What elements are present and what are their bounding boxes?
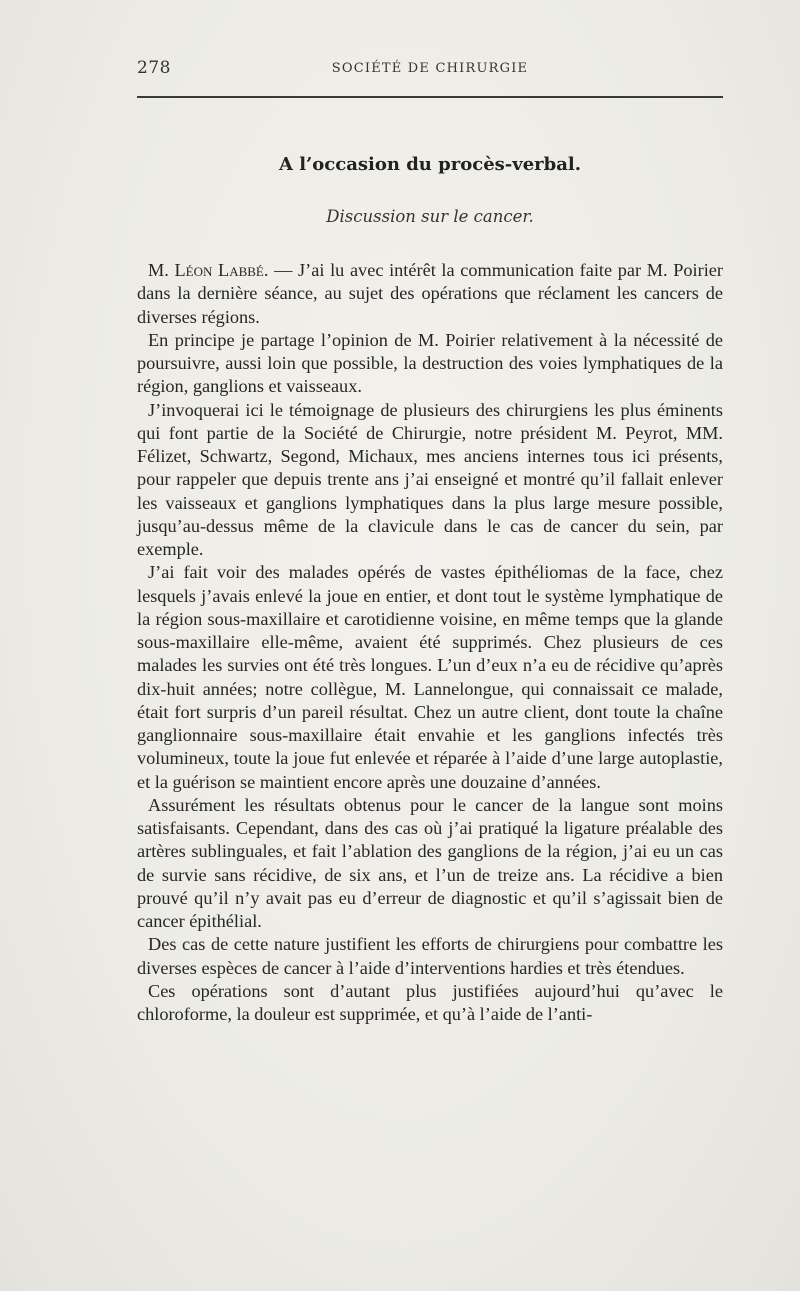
running-head: SOCIÉTÉ DE CHIRURGIE xyxy=(331,61,529,76)
paragraph xyxy=(137,259,723,329)
paragraph-text: J’ai lu avec intérêt la communication faite par M. Poirier dans la dernière séance, au sujet des opérations que réclament les cancers de diverses régions. xyxy=(137,260,724,327)
section-title: A l’occasion du procès-verbal. xyxy=(278,154,582,175)
page-header xyxy=(137,58,723,80)
paragraph: Ces opérations sont d’autant plus justifiées aujourd’hui qu’avec le chloroforme, la douleur est supprimée, et qu’à l’aide de l’anti- xyxy=(137,980,723,1024)
speaker-prefix: M. xyxy=(148,260,175,280)
page-number: 278 xyxy=(137,58,171,78)
speaker-name: Léon Labbé xyxy=(174,260,264,280)
section-subtitle: Discussion sur le cancer. xyxy=(326,207,534,226)
paragraph: J’invoquerai ici le témoignage de plusieurs des chirurgiens les plus éminents qui font partie de la Société de Chirurgie, notre président M. Peyrot, MM. Félizet, Schwartz, Segond, Michaux, mes anciens internes tous ici présents, pour rappeler que depuis trente ans j’ai enseigné et montré qu’il fallait enlever les vaisseaux et ganglions lymphatiques dans la plus large mesure possible, jusqu’au-dessus même de la clavicule dans le cas de cancer du sein, par exemple. xyxy=(137,399,723,559)
paragraph: Assurément les résultats obtenus pour le cancer de la langue sont moins satisfaisants. Cependant, dans des cas où j’ai pratiqué la ligature préalable des artères sublinguales, et fait l’ablation des ganglions de la région, j’ai eu un cas de survie sans récidive, de six ans, et l’un de treize ans. La récidive a bien prouvé qu’il n’y avait pas eu d’erreur de diagnostic et qu’il s’agissait bien de cancer épithélial. xyxy=(137,794,723,931)
header-rule xyxy=(137,96,723,98)
speaker-suffix: . — xyxy=(263,260,293,280)
paragraph: En principe je partage l’opinion de M. Poirier relativement à la nécessité de poursuivre, aussi loin que possible, la destruction des voies lymphatiques de la région, ganglions et vaisseaux. xyxy=(137,329,723,397)
paragraph: Des cas de cette nature justifient les efforts de chirurgiens pour combattre les diverses espèces de cancer à l’aide d’interventions hardies et très étendues. xyxy=(137,934,723,978)
body-text xyxy=(137,259,723,1026)
paragraph: J’ai fait voir des malades opérés de vastes épithéliomas de la face, chez lesquels j’avais enlevé la joue en entier, et dont tout le système lymphatique de la région sous-maxillaire et carotidienne voisine, en même temps que la glande sous-maxillaire elle-même, avaient été supprimés. Chez plusieurs de ces malades les survies ont été très longues. L’un d’eux n’a eu de récidive qu’après dix-huit années; notre collègue, M. Lannelongue, qui connaissait ce malade, était fort surpris d’un pareil résultat. Chez un autre client, dont toute la chaîne ganglionnaire sous-maxillaire était envahie et les ganglions infectés très volumineux, toute la joue fut enlevée et réparée à l’aide d’une large autoplastie, et la guérison se maintient encore après une douzaine d’années. xyxy=(137,562,723,792)
